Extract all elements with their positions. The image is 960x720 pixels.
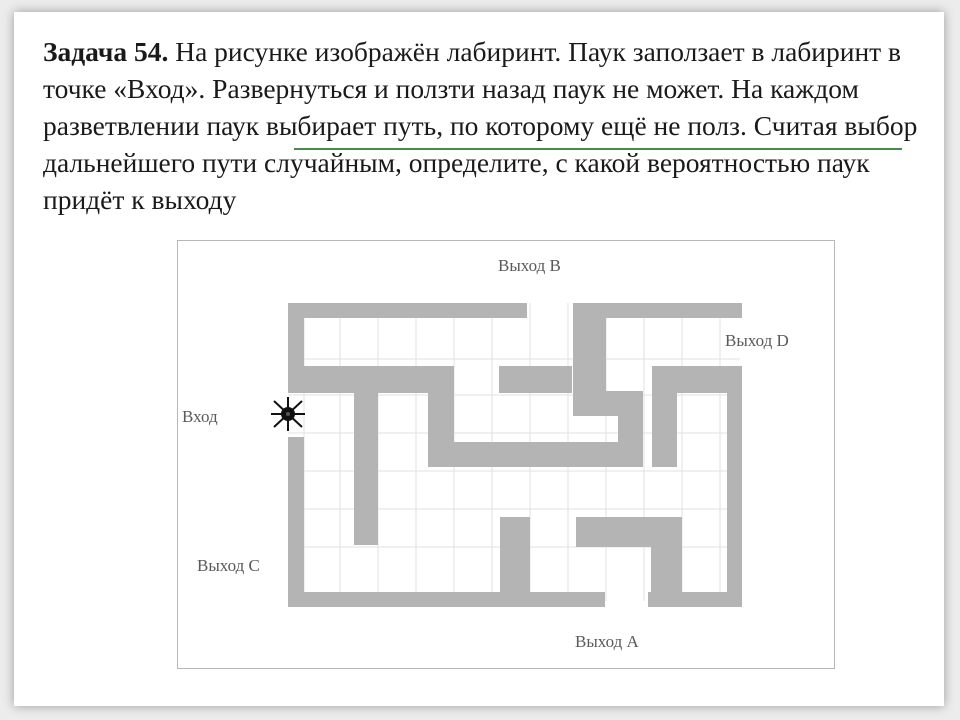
exit-c-label: Выход C <box>197 556 260 575</box>
task-body: На рисунке изображён лабиринт. Паук заползает в лабиринт в точке «Вход». Развернуться и ползти назад паук не может. На каждом разветвлении паук выбирает путь, по которому ещё не полз. Считая выбор дальнейшего пути случайным, определите, с какой вероятностью паук придёт к выходу <box>43 36 918 215</box>
wall-horizontal-3 <box>499 366 572 393</box>
wall-vertical-4 <box>618 391 643 467</box>
wall-vertical-7 <box>651 517 682 607</box>
wall-vertical-6 <box>500 517 530 607</box>
wall-right <box>727 366 742 607</box>
wall-top-left <box>288 303 527 318</box>
entrance-label: Вход <box>182 407 218 426</box>
wall-left-lower <box>288 437 304 607</box>
task-label: Задача 54. <box>43 36 169 67</box>
maze-figure <box>177 240 835 669</box>
wall-bottom-left <box>288 592 605 607</box>
maze-walls <box>288 303 742 607</box>
task-text <box>43 33 923 218</box>
exit-d-label: Выход D <box>725 331 789 350</box>
exit-b-label: Выход B <box>498 256 561 275</box>
wall-vertical-1 <box>354 366 378 545</box>
spider-icon <box>271 397 305 431</box>
wall-horizontal-2 <box>428 442 642 467</box>
decorative-line <box>294 148 902 150</box>
exit-a-label: Выход A <box>575 632 639 651</box>
wall-vertical-5 <box>652 366 677 467</box>
maze-drawing <box>178 241 836 670</box>
